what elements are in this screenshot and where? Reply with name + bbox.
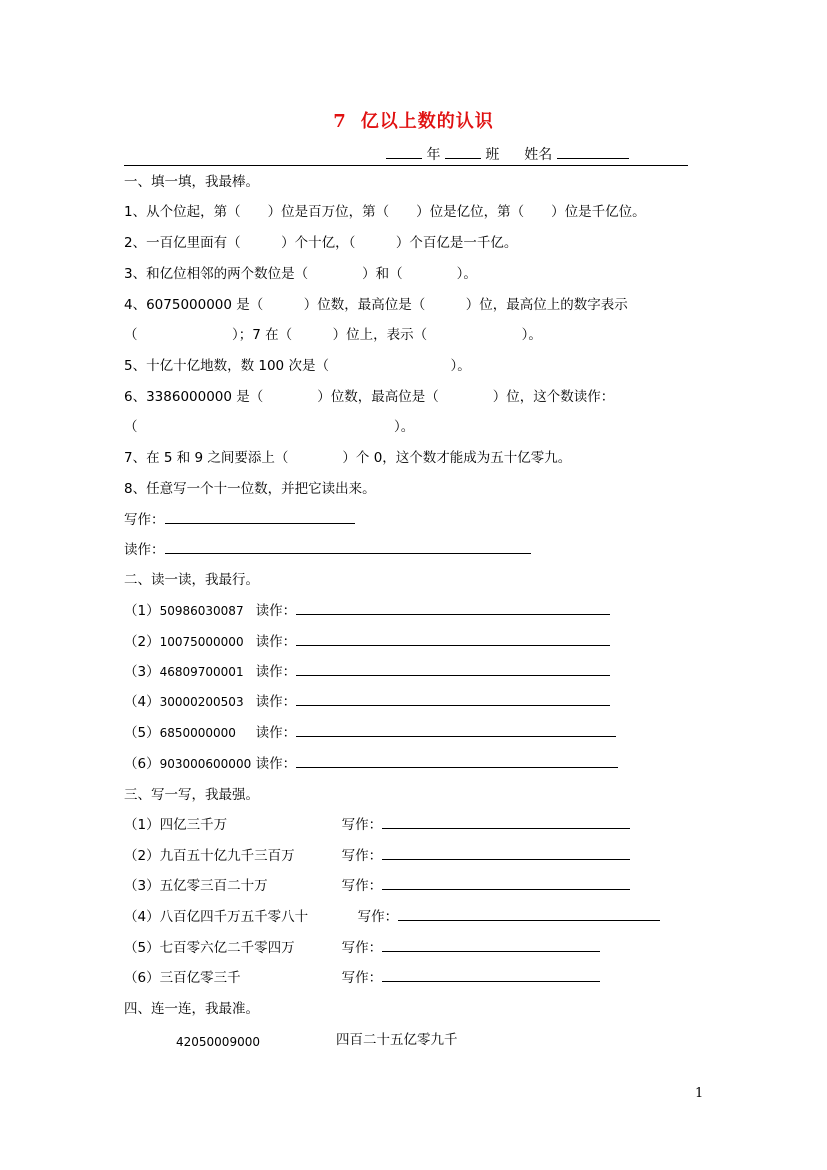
name-blank[interactable] (557, 144, 629, 159)
item-number: （4） (124, 909, 160, 925)
item-number: （2） (124, 848, 160, 864)
question-4-line2: （ ）；7 在（ ）位上，表示（ ）。 (124, 327, 542, 343)
write-label: 写作： (341, 817, 383, 833)
write-label: 写作： (124, 512, 165, 528)
item-number: （6） (124, 970, 160, 986)
item-text: 八百亿四千万五千零八十 (159, 909, 309, 925)
item-text: 三百亿零三千 (159, 970, 241, 986)
item-value: 30000200503 (159, 695, 244, 709)
write-answer-line[interactable] (398, 908, 660, 921)
write-label: 写作： (341, 970, 383, 986)
year-blank[interactable] (386, 144, 422, 159)
question-6-line1: 6、3386000000 是（ ）位数，最高位是（ ）位，这个数读作： (124, 389, 615, 405)
write-item-row (124, 969, 600, 987)
question-5: 5、十亿十亿地数，数 100 次是（ ）。 (124, 358, 471, 374)
section2-heading: 二、读一读，我最行。 (124, 572, 259, 588)
item-text: 五亿零三百二十万 (159, 878, 268, 894)
write-answer-line[interactable] (382, 847, 630, 860)
section1-heading: 一、填一填，我最棒。 (124, 174, 259, 190)
read-answer-line[interactable] (296, 724, 616, 737)
read-answer-line[interactable] (296, 663, 610, 676)
write-label: 写作： (357, 909, 399, 925)
write-item-row (124, 816, 630, 834)
item-number: （4） (124, 694, 160, 710)
name-label: 姓名 (524, 147, 553, 163)
write-item-row (124, 939, 600, 957)
question-4-line1: 4、6075000000 是（ ）位数，最高位是（ ）位，最高位上的数字表示 (124, 297, 628, 313)
item-text: 四亿三千万 (159, 817, 228, 833)
item-number: （3） (124, 878, 160, 894)
read-answer-line[interactable] (296, 602, 610, 615)
write-label: 写作： (341, 940, 383, 956)
read-label: 读作： (255, 664, 297, 680)
item-number: （5） (124, 940, 160, 956)
item-number: （1） (124, 603, 160, 619)
read-answer-line[interactable] (296, 633, 610, 646)
read-label: 读作： (255, 603, 297, 619)
read-item-row (124, 693, 610, 711)
match-left-number[interactable]: 42050009000 (176, 1035, 260, 1049)
read-row (124, 541, 531, 559)
write-answer-line[interactable] (382, 939, 600, 952)
item-number: （2） (124, 634, 160, 650)
write-item-row (124, 847, 630, 865)
write-label: 写作： (341, 848, 383, 864)
item-number: （1） (124, 817, 160, 833)
header-divider (124, 165, 688, 166)
item-value: 6850000000 (159, 726, 236, 740)
read-answer-line[interactable] (296, 693, 610, 706)
item-number: （3） (124, 664, 160, 680)
read-label: 读作： (124, 542, 165, 558)
write-row (124, 511, 355, 529)
item-number: （6） (124, 756, 160, 772)
write-item-row (124, 908, 660, 926)
read-item-row (124, 724, 616, 742)
write-answer-line[interactable] (382, 816, 630, 829)
title-number: 7 (333, 111, 347, 132)
write-answer-line[interactable] (382, 969, 600, 982)
page-number: 1 (695, 1086, 704, 1101)
write-answer-line[interactable] (382, 877, 630, 890)
item-value: 46809700001 (159, 665, 244, 679)
match-right-text[interactable]: 四百二十五亿零九千 (336, 1032, 458, 1048)
write-label: 写作： (341, 878, 383, 894)
section4-heading: 四、连一连，我最准。 (124, 1001, 259, 1017)
question-2: 2、一百亿里面有（ ）个十亿，（ ）个百亿是一千亿。 (124, 235, 518, 251)
class-label: 班 (485, 147, 500, 163)
write-item-row (124, 877, 630, 895)
question-7: 7、在 5 和 9 之间要添上（ ）个 0，这个数才能成为五十亿零九。 (124, 450, 572, 466)
item-number: （5） (124, 725, 160, 741)
item-text: 七百零六亿二千零四万 (159, 940, 295, 956)
read-label: 读作： (255, 634, 297, 650)
section3-heading: 三、写一写，我最强。 (124, 787, 259, 803)
read-item-row (124, 755, 618, 773)
question-6-line2: （ ）。 (124, 419, 415, 435)
read-item-row (124, 663, 610, 681)
read-answer-line[interactable] (165, 541, 531, 554)
item-value: 10075000000 (159, 635, 244, 649)
student-info-header (386, 144, 629, 164)
read-label: 读作： (255, 694, 297, 710)
read-answer-line[interactable] (296, 755, 618, 768)
question-3: 3、和亿位相邻的两个数位是（ ）和（ ）。 (124, 266, 477, 282)
item-value: 50986030087 (159, 604, 244, 618)
question-1: 1、从个位起，第（ ）位是百万位，第（ ）位是亿位，第（ ）位是千亿位。 (124, 204, 646, 220)
read-item-row (124, 633, 610, 651)
read-item-row (124, 602, 610, 620)
read-label: 读作： (255, 725, 297, 741)
question-8: 8、任意写一个十一位数，并把它读出来。 (124, 481, 376, 497)
year-label: 年 (426, 147, 441, 163)
title-text: 亿以上数的认识 (360, 111, 494, 132)
page-title (0, 107, 827, 133)
class-blank[interactable] (445, 144, 481, 159)
write-answer-line[interactable] (165, 511, 355, 524)
item-text: 九百五十亿九千三百万 (159, 848, 295, 864)
read-label: 读作： (255, 756, 297, 772)
item-value: 903000600000 (159, 757, 252, 771)
